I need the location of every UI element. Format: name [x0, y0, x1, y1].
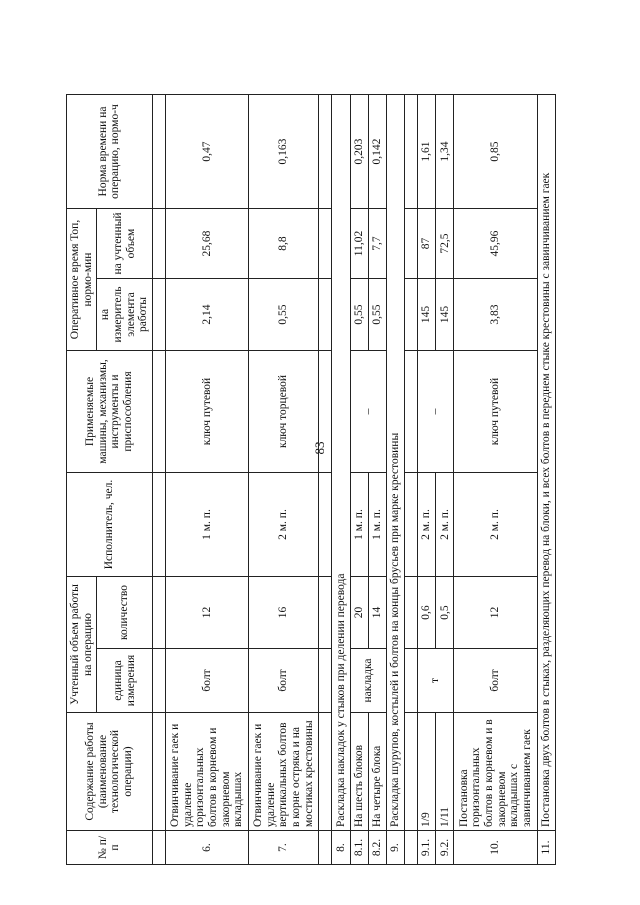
section-title: Постановка двух болтов в стыках, разделяющих перевод на блоки, и всех болтов в переднем стыке крестовины с завинчиванием гаек	[537, 95, 555, 831]
row-qty: 14	[368, 577, 386, 649]
row-per-volume: 45,96	[454, 209, 537, 279]
row-qty: 0,6	[418, 577, 436, 649]
spacer-row	[152, 95, 165, 865]
row-tool: –	[418, 351, 454, 473]
row-work: Постановка горизонтальных болтов в корневом и в закорневом вкладышах с завинчиванием гаек	[454, 713, 537, 831]
spacer-row	[319, 95, 332, 865]
row-qty: 20	[350, 577, 368, 649]
row-per-unit: 0,55	[368, 279, 386, 351]
table-row	[454, 95, 537, 865]
row-per-volume: 11,02	[350, 209, 368, 279]
spacer-row	[405, 95, 418, 865]
row-unit: накладка	[350, 649, 386, 713]
row-unit: болт	[454, 649, 537, 713]
table-row	[436, 95, 454, 865]
row-norm: 1,61	[418, 95, 436, 209]
row-unit: болт	[249, 649, 319, 713]
row-per-unit: 145	[418, 279, 436, 351]
row-norm: 0,47	[165, 95, 248, 209]
row-tool: ключ путевой	[165, 351, 248, 473]
row-per-volume: 7,7	[368, 209, 386, 279]
header-quantity: количество	[97, 577, 153, 649]
row-performer: 1 м. п.	[165, 473, 248, 577]
row-per-unit: 145	[436, 279, 454, 351]
row-qty: 0,5	[436, 577, 454, 649]
header-machines: Применяемые машины, механизмы, инструменты и приспособления	[67, 351, 153, 473]
row-num: 10.	[454, 831, 537, 865]
row-performer: 2 м. п.	[436, 473, 454, 577]
row-performer: 2 м. п.	[249, 473, 319, 577]
section-title: Раскладка шурупов, костылей и болтов на концы брусьев при марке крестовины	[386, 95, 404, 831]
header-norm: Норма времени на операцию, нормо-ч	[67, 95, 153, 209]
header-optime-group: Оперативное время Топ, нормо-мин	[67, 209, 97, 351]
row-per-volume: 8,8	[249, 209, 319, 279]
row-num: 9.2.	[436, 831, 454, 865]
row-performer: 2 м. п.	[454, 473, 537, 577]
row-performer: 1 м. п.	[368, 473, 386, 577]
row-tool: ключ путевой	[454, 351, 537, 473]
header-per-unit: на измеритель элемента работы	[97, 279, 153, 351]
row-norm: 0,142	[368, 95, 386, 209]
table-row	[350, 95, 368, 865]
row-num: 7.	[249, 831, 319, 865]
row-qty: 12	[454, 577, 537, 649]
row-work: На четыре блока	[368, 713, 386, 831]
row-per-volume: 25,68	[165, 209, 248, 279]
rotated-table-wrapper	[66, 95, 556, 865]
row-unit: болт	[165, 649, 248, 713]
row-norm: 0,203	[350, 95, 368, 209]
row-work: 1/9	[418, 713, 436, 831]
row-qty: 12	[165, 577, 248, 649]
row-norm: 0,85	[454, 95, 537, 209]
time-norms-table	[66, 94, 556, 865]
row-norm: 1,34	[436, 95, 454, 209]
row-num: 8.2.	[368, 831, 386, 865]
row-num: 8.	[332, 831, 350, 865]
row-work: Отвинчивание гаек и удаление вертикальных болтов в корне остряка и на мостиках крестовины	[249, 713, 319, 831]
header-volume-group: Учтенный объем работы на операцию	[67, 577, 97, 713]
header-row-1	[67, 95, 97, 865]
row-unit: т	[418, 649, 454, 713]
section-row	[537, 95, 555, 865]
header-unit: единица измерения	[97, 649, 153, 713]
row-per-volume: 72,5	[436, 209, 454, 279]
row-performer: 1 м. п.	[350, 473, 368, 577]
section-row	[386, 95, 404, 865]
table-row	[368, 95, 386, 865]
row-performer: 2 м. п.	[418, 473, 436, 577]
table-row	[249, 95, 319, 865]
row-num: 6.	[165, 831, 248, 865]
row-norm: 0,163	[249, 95, 319, 209]
row-per-volume: 87	[418, 209, 436, 279]
row-num: 11.	[537, 831, 555, 865]
header-performer: Исполнитель, чел.	[67, 473, 153, 577]
table-row	[418, 95, 436, 865]
header-work: Содержание работы (наименование технологической операции)	[67, 713, 153, 831]
row-work: 1/11	[436, 713, 454, 831]
row-per-unit: 2,14	[165, 279, 248, 351]
section-row	[332, 95, 350, 865]
row-per-unit: 0,55	[350, 279, 368, 351]
section-title: Раскладка накладок у стыков при делении перевода	[332, 95, 350, 831]
row-num: 9.	[386, 831, 404, 865]
row-tool: –	[350, 351, 386, 473]
page-number: 83	[312, 441, 327, 455]
row-num: 8.1.	[350, 831, 368, 865]
row-work: На шесть блоков	[350, 713, 368, 831]
row-work: Отвинчивание гаек и удаление горизонтальных болтов в корневом и закорневом вкладышах	[165, 713, 248, 831]
table-row	[165, 95, 248, 865]
row-per-unit: 3,83	[454, 279, 537, 351]
header-num: № п/п	[67, 831, 153, 865]
row-tool: ключ торцевой	[249, 351, 319, 473]
row-num: 9.1.	[418, 831, 436, 865]
row-qty: 16	[249, 577, 319, 649]
row-per-unit: 0,55	[249, 279, 319, 351]
header-per-volume: на учтенный объем	[97, 209, 153, 279]
